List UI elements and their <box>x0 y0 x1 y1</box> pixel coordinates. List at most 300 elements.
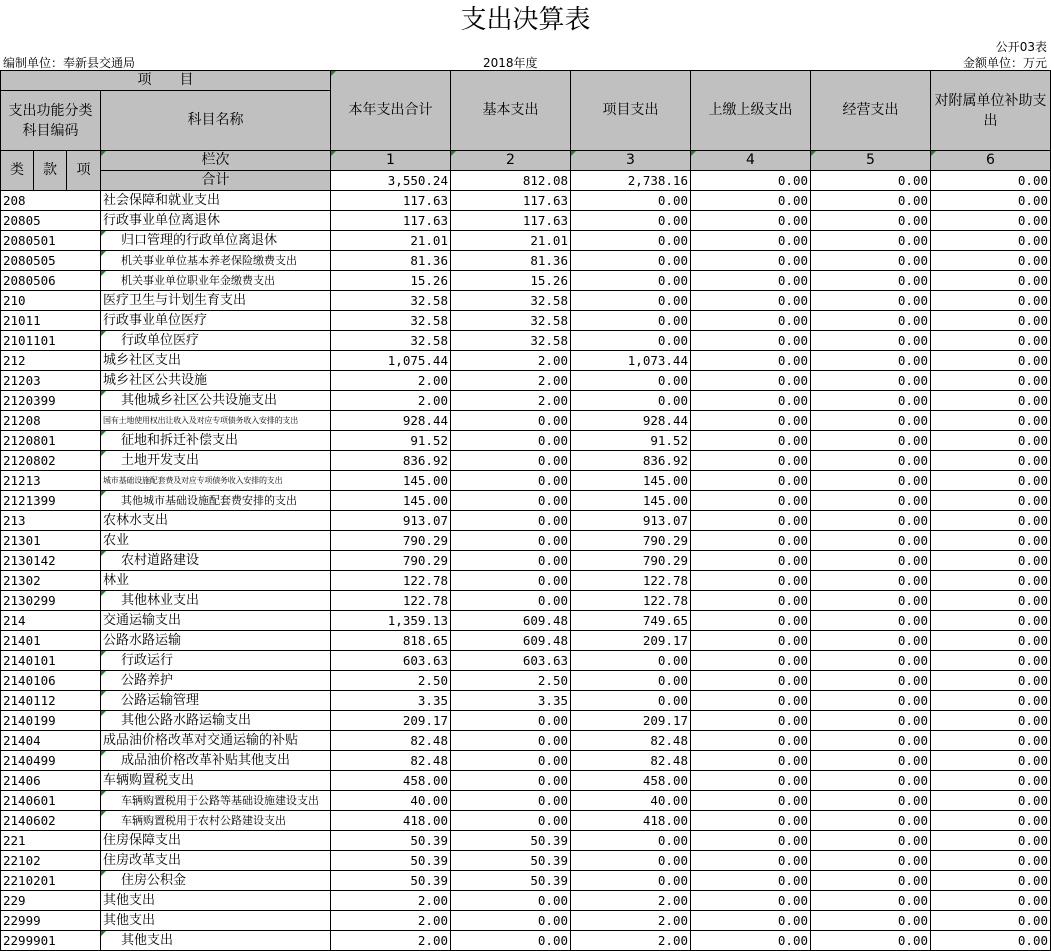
row-value[interactable]: 40.00 <box>571 791 691 811</box>
row-value[interactable]: 0.00 <box>691 191 811 211</box>
row-value[interactable]: 0.00 <box>691 931 811 951</box>
row-value[interactable]: 0.00 <box>811 371 931 391</box>
row-value[interactable]: 0.00 <box>691 271 811 291</box>
row-value[interactable]: 32.58 <box>331 331 451 351</box>
row-value[interactable]: 81.36 <box>331 251 451 271</box>
row-value[interactable]: 0.00 <box>931 771 1051 791</box>
total-label[interactable]: 合计 <box>101 171 331 191</box>
row-code[interactable]: 208 <box>1 191 101 211</box>
row-value[interactable]: 0.00 <box>931 251 1051 271</box>
row-value[interactable]: 0.00 <box>691 751 811 771</box>
row-value[interactable]: 32.58 <box>331 311 451 331</box>
row-value[interactable]: 0.00 <box>811 211 931 231</box>
row-value[interactable]: 32.58 <box>451 311 571 331</box>
row-value[interactable]: 145.00 <box>331 471 451 491</box>
row-value[interactable]: 209.17 <box>331 711 451 731</box>
row-value[interactable]: 0.00 <box>931 351 1051 371</box>
total-value[interactable]: 0.00 <box>691 171 811 191</box>
row-value[interactable]: 0.00 <box>811 651 931 671</box>
row-value[interactable]: 0.00 <box>931 631 1051 651</box>
row-value[interactable]: 32.58 <box>451 331 571 351</box>
row-value[interactable]: 0.00 <box>571 191 691 211</box>
row-value[interactable]: 2.00 <box>451 391 571 411</box>
row-value[interactable]: 0.00 <box>811 791 931 811</box>
row-value[interactable]: 0.00 <box>811 311 931 331</box>
row-value[interactable]: 0.00 <box>811 551 931 571</box>
row-value[interactable]: 0.00 <box>811 531 931 551</box>
row-value[interactable]: 928.44 <box>571 411 691 431</box>
row-value[interactable]: 50.39 <box>451 831 571 851</box>
row-value[interactable]: 0.00 <box>811 771 931 791</box>
row-value[interactable]: 0.00 <box>691 631 811 651</box>
row-value[interactable]: 2.00 <box>451 351 571 371</box>
row-value[interactable]: 2.00 <box>331 391 451 411</box>
row-value[interactable]: 0.00 <box>451 591 571 611</box>
row-value[interactable]: 0.00 <box>691 451 811 471</box>
row-subject-name[interactable]: 其他支出 <box>101 891 331 911</box>
row-code[interactable]: 2130142 <box>1 551 101 571</box>
row-subject-name[interactable]: 住房保障支出 <box>101 831 331 851</box>
row-value[interactable]: 0.00 <box>691 291 811 311</box>
row-value[interactable]: 117.63 <box>451 211 571 231</box>
row-value[interactable]: 790.29 <box>571 551 691 571</box>
row-value[interactable]: 0.00 <box>691 831 811 851</box>
row-value[interactable]: 0.00 <box>931 371 1051 391</box>
row-value[interactable]: 0.00 <box>931 291 1051 311</box>
row-value[interactable]: 15.26 <box>331 271 451 291</box>
row-code[interactable]: 214 <box>1 611 101 631</box>
row-value[interactable]: 2.00 <box>331 931 451 951</box>
col-number-5[interactable]: 5 <box>811 151 931 171</box>
row-subject-name[interactable]: 其他林业支出 <box>101 591 331 611</box>
row-value[interactable]: 790.29 <box>571 531 691 551</box>
row-value[interactable]: 0.00 <box>931 931 1051 951</box>
row-value[interactable]: 0.00 <box>931 551 1051 571</box>
row-value[interactable]: 0.00 <box>811 751 931 771</box>
row-value[interactable]: 458.00 <box>331 771 451 791</box>
row-value[interactable]: 0.00 <box>811 411 931 431</box>
row-value[interactable]: 145.00 <box>331 491 451 511</box>
row-value[interactable]: 209.17 <box>571 631 691 651</box>
row-value[interactable]: 0.00 <box>571 391 691 411</box>
row-subject-name[interactable]: 农林水支出 <box>101 511 331 531</box>
total-value[interactable]: 812.08 <box>451 171 571 191</box>
row-value[interactable]: 0.00 <box>931 731 1051 751</box>
col-number-3[interactable]: 3 <box>571 151 691 171</box>
row-subject-name[interactable]: 其他支出 <box>101 931 331 951</box>
row-code[interactable]: 2080501 <box>1 231 101 251</box>
row-value[interactable]: 117.63 <box>451 191 571 211</box>
row-subject-name[interactable]: 住房改革支出 <box>101 851 331 871</box>
row-subject-name[interactable]: 农业 <box>101 531 331 551</box>
row-value[interactable]: 0.00 <box>451 451 571 471</box>
total-value[interactable]: 0.00 <box>931 171 1051 191</box>
row-value[interactable]: 0.00 <box>451 771 571 791</box>
row-value[interactable]: 3.35 <box>331 691 451 711</box>
row-value[interactable]: 0.00 <box>811 871 931 891</box>
row-code[interactable]: 2130299 <box>1 591 101 611</box>
row-subject-name[interactable]: 国有土地使用权出让收入及对应专项债务收入安排的支出 <box>101 411 331 431</box>
header-subject-name[interactable]: 科目名称 <box>101 91 331 151</box>
row-value[interactable]: 0.00 <box>451 711 571 731</box>
row-value[interactable]: 82.48 <box>571 731 691 751</box>
row-value[interactable]: 82.48 <box>571 751 691 771</box>
row-value[interactable]: 117.63 <box>331 211 451 231</box>
row-subject-name[interactable]: 机关事业单位职业年金缴费支出 <box>101 271 331 291</box>
row-value[interactable]: 0.00 <box>811 291 931 311</box>
row-value[interactable]: 50.39 <box>331 871 451 891</box>
row-value[interactable]: 0.00 <box>931 411 1051 431</box>
row-code[interactable]: 2140199 <box>1 711 101 731</box>
row-value[interactable]: 0.00 <box>931 751 1051 771</box>
header-xiang[interactable]: 项 <box>67 151 101 191</box>
row-subject-name[interactable]: 农村道路建设 <box>101 551 331 571</box>
row-subject-name[interactable]: 其他支出 <box>101 911 331 931</box>
row-subject-name[interactable]: 土地开发支出 <box>101 451 331 471</box>
row-value[interactable]: 0.00 <box>451 491 571 511</box>
row-value[interactable]: 82.48 <box>331 751 451 771</box>
row-value[interactable]: 50.39 <box>451 851 571 871</box>
row-value[interactable]: 0.00 <box>451 731 571 751</box>
row-value[interactable]: 82.48 <box>331 731 451 751</box>
row-value[interactable]: 0.00 <box>931 331 1051 351</box>
row-value[interactable]: 32.58 <box>451 291 571 311</box>
row-value[interactable]: 2.00 <box>331 371 451 391</box>
row-code[interactable]: 2120802 <box>1 451 101 471</box>
row-value[interactable]: 0.00 <box>691 591 811 611</box>
row-value[interactable]: 0.00 <box>691 431 811 451</box>
row-value[interactable]: 40.00 <box>331 791 451 811</box>
row-value[interactable]: 0.00 <box>691 771 811 791</box>
row-value[interactable]: 0.00 <box>691 211 811 231</box>
row-value[interactable]: 0.00 <box>811 711 931 731</box>
row-code[interactable]: 21203 <box>1 371 101 391</box>
row-value[interactable]: 0.00 <box>931 211 1051 231</box>
row-value[interactable]: 0.00 <box>691 611 811 631</box>
header-item[interactable]: 项 目 <box>1 71 331 91</box>
row-subject-name[interactable]: 住房公积金 <box>101 871 331 891</box>
col-number-4[interactable]: 4 <box>691 151 811 171</box>
row-subject-name[interactable]: 其他城乡社区公共设施支出 <box>101 391 331 411</box>
row-value[interactable]: 0.00 <box>571 211 691 231</box>
row-code[interactable]: 2140602 <box>1 811 101 831</box>
col-number-1[interactable]: 1 <box>331 151 451 171</box>
row-value[interactable]: 0.00 <box>691 731 811 751</box>
row-value[interactable]: 2.00 <box>571 911 691 931</box>
row-code[interactable]: 21401 <box>1 631 101 651</box>
header-lanci[interactable]: 栏次 <box>101 151 331 171</box>
row-code[interactable]: 221 <box>1 831 101 851</box>
row-value[interactable]: 790.29 <box>331 531 451 551</box>
row-value[interactable]: 603.63 <box>451 651 571 671</box>
row-value[interactable]: 91.52 <box>331 431 451 451</box>
row-value[interactable]: 0.00 <box>571 291 691 311</box>
row-value[interactable]: 0.00 <box>931 831 1051 851</box>
row-value[interactable]: 32.58 <box>331 291 451 311</box>
header-col-4[interactable]: 上缴上级支出 <box>691 71 811 151</box>
row-subject-name[interactable]: 公路水路运输 <box>101 631 331 651</box>
row-value[interactable]: 0.00 <box>571 231 691 251</box>
row-value[interactable]: 0.00 <box>451 571 571 591</box>
row-value[interactable]: 0.00 <box>931 811 1051 831</box>
row-value[interactable]: 81.36 <box>451 251 571 271</box>
total-value[interactable]: 3,550.24 <box>331 171 451 191</box>
row-value[interactable]: 0.00 <box>811 271 931 291</box>
row-subject-name[interactable]: 车辆购置税用于农村公路建设支出 <box>101 811 331 831</box>
row-value[interactable]: 0.00 <box>931 511 1051 531</box>
row-value[interactable]: 603.63 <box>331 651 451 671</box>
row-value[interactable]: 0.00 <box>571 331 691 351</box>
row-value[interactable]: 0.00 <box>571 251 691 271</box>
row-value[interactable]: 0.00 <box>691 331 811 351</box>
row-code[interactable]: 22102 <box>1 851 101 871</box>
row-value[interactable]: 0.00 <box>811 891 931 911</box>
row-code[interactable]: 2140101 <box>1 651 101 671</box>
row-value[interactable]: 0.00 <box>811 911 931 931</box>
row-value[interactable]: 0.00 <box>451 551 571 571</box>
row-value[interactable]: 3.35 <box>451 691 571 711</box>
row-code[interactable]: 2140112 <box>1 691 101 711</box>
row-value[interactable]: 2.00 <box>331 891 451 911</box>
row-subject-name[interactable]: 行政单位医疗 <box>101 331 331 351</box>
row-code[interactable]: 21404 <box>1 731 101 751</box>
row-code[interactable]: 2140499 <box>1 751 101 771</box>
row-value[interactable]: 122.78 <box>331 591 451 611</box>
row-value[interactable]: 0.00 <box>811 251 931 271</box>
row-code[interactable]: 2140601 <box>1 791 101 811</box>
row-value[interactable]: 0.00 <box>451 751 571 771</box>
row-value[interactable]: 818.65 <box>331 631 451 651</box>
row-code[interactable]: 212 <box>1 351 101 371</box>
row-value[interactable]: 418.00 <box>571 811 691 831</box>
row-value[interactable]: 0.00 <box>811 631 931 651</box>
col-number-2[interactable]: 2 <box>451 151 571 171</box>
row-value[interactable]: 0.00 <box>931 791 1051 811</box>
row-value[interactable]: 0.00 <box>451 891 571 911</box>
row-value[interactable]: 0.00 <box>691 691 811 711</box>
row-value[interactable]: 0.00 <box>811 811 931 831</box>
row-code[interactable]: 2140106 <box>1 671 101 691</box>
row-subject-name[interactable]: 机关事业单位基本养老保险缴费支出 <box>101 251 331 271</box>
row-value[interactable]: 0.00 <box>691 651 811 671</box>
header-col-6[interactable]: 对附属单位补助支出 <box>931 71 1051 151</box>
row-subject-name[interactable]: 行政事业单位医疗 <box>101 311 331 331</box>
row-value[interactable]: 2.50 <box>451 671 571 691</box>
row-code[interactable]: 21302 <box>1 571 101 591</box>
row-code[interactable]: 21011 <box>1 311 101 331</box>
row-value[interactable]: 0.00 <box>691 531 811 551</box>
row-value[interactable]: 0.00 <box>811 671 931 691</box>
row-value[interactable]: 458.00 <box>571 771 691 791</box>
row-subject-name[interactable]: 医疗卫生与计划生育支出 <box>101 291 331 311</box>
row-code[interactable]: 2101101 <box>1 331 101 351</box>
row-value[interactable]: 0.00 <box>931 611 1051 631</box>
row-value[interactable]: 122.78 <box>331 571 451 591</box>
row-value[interactable]: 0.00 <box>931 891 1051 911</box>
header-func-code[interactable]: 支出功能分类科目编码 <box>1 91 101 151</box>
row-value[interactable]: 2.00 <box>571 891 691 911</box>
row-value[interactable]: 0.00 <box>691 891 811 911</box>
row-value[interactable]: 0.00 <box>931 431 1051 451</box>
row-value[interactable]: 0.00 <box>811 431 931 451</box>
row-subject-name[interactable]: 林业 <box>101 571 331 591</box>
row-value[interactable]: 50.39 <box>331 851 451 871</box>
row-value[interactable]: 50.39 <box>331 831 451 851</box>
header-col-3[interactable]: 项目支出 <box>571 71 691 151</box>
row-subject-name[interactable]: 归口管理的行政单位离退休 <box>101 231 331 251</box>
row-value[interactable]: 0.00 <box>691 411 811 431</box>
row-subject-name[interactable]: 社会保障和就业支出 <box>101 191 331 211</box>
row-value[interactable]: 0.00 <box>931 271 1051 291</box>
row-value[interactable]: 0.00 <box>571 311 691 331</box>
row-value[interactable]: 0.00 <box>691 551 811 571</box>
row-value[interactable]: 0.00 <box>811 511 931 531</box>
row-value[interactable]: 0.00 <box>931 591 1051 611</box>
row-value[interactable]: 0.00 <box>451 471 571 491</box>
row-value[interactable]: 0.00 <box>811 391 931 411</box>
row-value[interactable]: 0.00 <box>691 671 811 691</box>
row-value[interactable]: 0.00 <box>571 671 691 691</box>
row-value[interactable]: 0.00 <box>931 851 1051 871</box>
row-value[interactable]: 2.00 <box>571 931 691 951</box>
row-value[interactable]: 0.00 <box>691 351 811 371</box>
row-value[interactable]: 21.01 <box>331 231 451 251</box>
row-value[interactable]: 0.00 <box>691 391 811 411</box>
row-value[interactable]: 0.00 <box>811 331 931 351</box>
row-value[interactable]: 0.00 <box>691 571 811 591</box>
row-code[interactable]: 2121399 <box>1 491 101 511</box>
row-value[interactable]: 0.00 <box>691 311 811 331</box>
row-value[interactable]: 2.00 <box>451 371 571 391</box>
row-value[interactable]: 0.00 <box>931 471 1051 491</box>
row-value[interactable]: 0.00 <box>451 511 571 531</box>
row-value[interactable]: 0.00 <box>931 871 1051 891</box>
row-subject-name[interactable]: 行政事业单位离退休 <box>101 211 331 231</box>
row-subject-name[interactable]: 交通运输支出 <box>101 611 331 631</box>
row-value[interactable]: 0.00 <box>691 511 811 531</box>
row-code[interactable]: 2210201 <box>1 871 101 891</box>
row-code[interactable]: 21208 <box>1 411 101 431</box>
row-code[interactable]: 20805 <box>1 211 101 231</box>
row-value[interactable]: 0.00 <box>811 851 931 871</box>
row-value[interactable]: 0.00 <box>451 791 571 811</box>
row-subject-name[interactable]: 车辆购置税支出 <box>101 771 331 791</box>
row-value[interactable]: 0.00 <box>931 311 1051 331</box>
row-value[interactable]: 0.00 <box>691 491 811 511</box>
header-lei[interactable]: 类 <box>1 151 34 191</box>
row-value[interactable]: 0.00 <box>691 371 811 391</box>
row-value[interactable]: 0.00 <box>571 651 691 671</box>
row-value[interactable]: 1,073.44 <box>571 351 691 371</box>
row-code[interactable]: 2080506 <box>1 271 101 291</box>
row-value[interactable]: 0.00 <box>451 811 571 831</box>
header-col-5[interactable]: 经营支出 <box>811 71 931 151</box>
row-subject-name[interactable]: 其他公路水路运输支出 <box>101 711 331 731</box>
row-subject-name[interactable]: 其他城市基础设施配套费安排的支出 <box>101 491 331 511</box>
row-value[interactable]: 0.00 <box>931 451 1051 471</box>
row-code[interactable]: 210 <box>1 291 101 311</box>
row-value[interactable]: 2.00 <box>331 911 451 931</box>
row-value[interactable]: 836.92 <box>331 451 451 471</box>
row-subject-name[interactable]: 城市基础设施配套费及对应专项债务收入安排的支出 <box>101 471 331 491</box>
row-value[interactable]: 15.26 <box>451 271 571 291</box>
row-code[interactable]: 2299901 <box>1 931 101 951</box>
row-value[interactable]: 0.00 <box>691 251 811 271</box>
row-value[interactable]: 21.01 <box>451 231 571 251</box>
row-value[interactable]: 0.00 <box>931 651 1051 671</box>
row-code[interactable]: 21301 <box>1 531 101 551</box>
row-value[interactable]: 0.00 <box>811 191 931 211</box>
row-value[interactable]: 0.00 <box>931 231 1051 251</box>
row-value[interactable]: 1,075.44 <box>331 351 451 371</box>
row-value[interactable]: 122.78 <box>571 591 691 611</box>
row-code[interactable]: 229 <box>1 891 101 911</box>
row-value[interactable]: 0.00 <box>931 531 1051 551</box>
row-subject-name[interactable]: 公路运输管理 <box>101 691 331 711</box>
row-value[interactable]: 0.00 <box>691 471 811 491</box>
total-value[interactable]: 2,738.16 <box>571 171 691 191</box>
row-value[interactable]: 0.00 <box>691 711 811 731</box>
row-subject-name[interactable]: 车辆购置税用于公路等基础设施建设支出 <box>101 791 331 811</box>
row-value[interactable]: 609.48 <box>451 611 571 631</box>
row-value[interactable]: 0.00 <box>691 811 811 831</box>
row-code[interactable]: 22999 <box>1 911 101 931</box>
row-code[interactable]: 21406 <box>1 771 101 791</box>
row-value[interactable]: 0.00 <box>451 931 571 951</box>
row-value[interactable]: 0.00 <box>451 531 571 551</box>
row-subject-name[interactable]: 公路养护 <box>101 671 331 691</box>
header-col-1[interactable]: 本年支出合计 <box>331 71 451 151</box>
row-value[interactable]: 913.07 <box>331 511 451 531</box>
row-value[interactable]: 0.00 <box>691 851 811 871</box>
row-value[interactable]: 0.00 <box>811 931 931 951</box>
total-value[interactable]: 0.00 <box>811 171 931 191</box>
row-value[interactable]: 2.50 <box>331 671 451 691</box>
row-value[interactable]: 0.00 <box>811 351 931 371</box>
row-value[interactable]: 0.00 <box>571 851 691 871</box>
row-value[interactable]: 0.00 <box>811 451 931 471</box>
row-value[interactable]: 0.00 <box>931 571 1051 591</box>
row-value[interactable]: 0.00 <box>931 671 1051 691</box>
row-value[interactable]: 609.48 <box>451 631 571 651</box>
row-value[interactable]: 1,359.13 <box>331 611 451 631</box>
row-code[interactable]: 2120801 <box>1 431 101 451</box>
row-value[interactable]: 0.00 <box>931 191 1051 211</box>
row-value[interactable]: 790.29 <box>331 551 451 571</box>
row-value[interactable]: 0.00 <box>811 471 931 491</box>
row-value[interactable]: 0.00 <box>571 871 691 891</box>
row-subject-name[interactable]: 行政运行 <box>101 651 331 671</box>
header-kuan[interactable]: 款 <box>34 151 67 191</box>
row-value[interactable]: 145.00 <box>571 471 691 491</box>
col-number-6[interactable]: 6 <box>931 151 1051 171</box>
row-value[interactable]: 209.17 <box>571 711 691 731</box>
row-value[interactable]: 0.00 <box>931 911 1051 931</box>
row-value[interactable]: 122.78 <box>571 571 691 591</box>
row-value[interactable]: 0.00 <box>931 711 1051 731</box>
row-value[interactable]: 0.00 <box>931 491 1051 511</box>
row-value[interactable]: 0.00 <box>931 691 1051 711</box>
row-value[interactable]: 0.00 <box>571 831 691 851</box>
row-value[interactable]: 0.00 <box>811 231 931 251</box>
row-value[interactable]: 145.00 <box>571 491 691 511</box>
row-value[interactable]: 91.52 <box>571 431 691 451</box>
row-value[interactable]: 913.07 <box>571 511 691 531</box>
row-value[interactable]: 0.00 <box>451 911 571 931</box>
row-value[interactable]: 0.00 <box>691 871 811 891</box>
row-value[interactable]: 0.00 <box>451 411 571 431</box>
row-value[interactable]: 50.39 <box>451 871 571 891</box>
